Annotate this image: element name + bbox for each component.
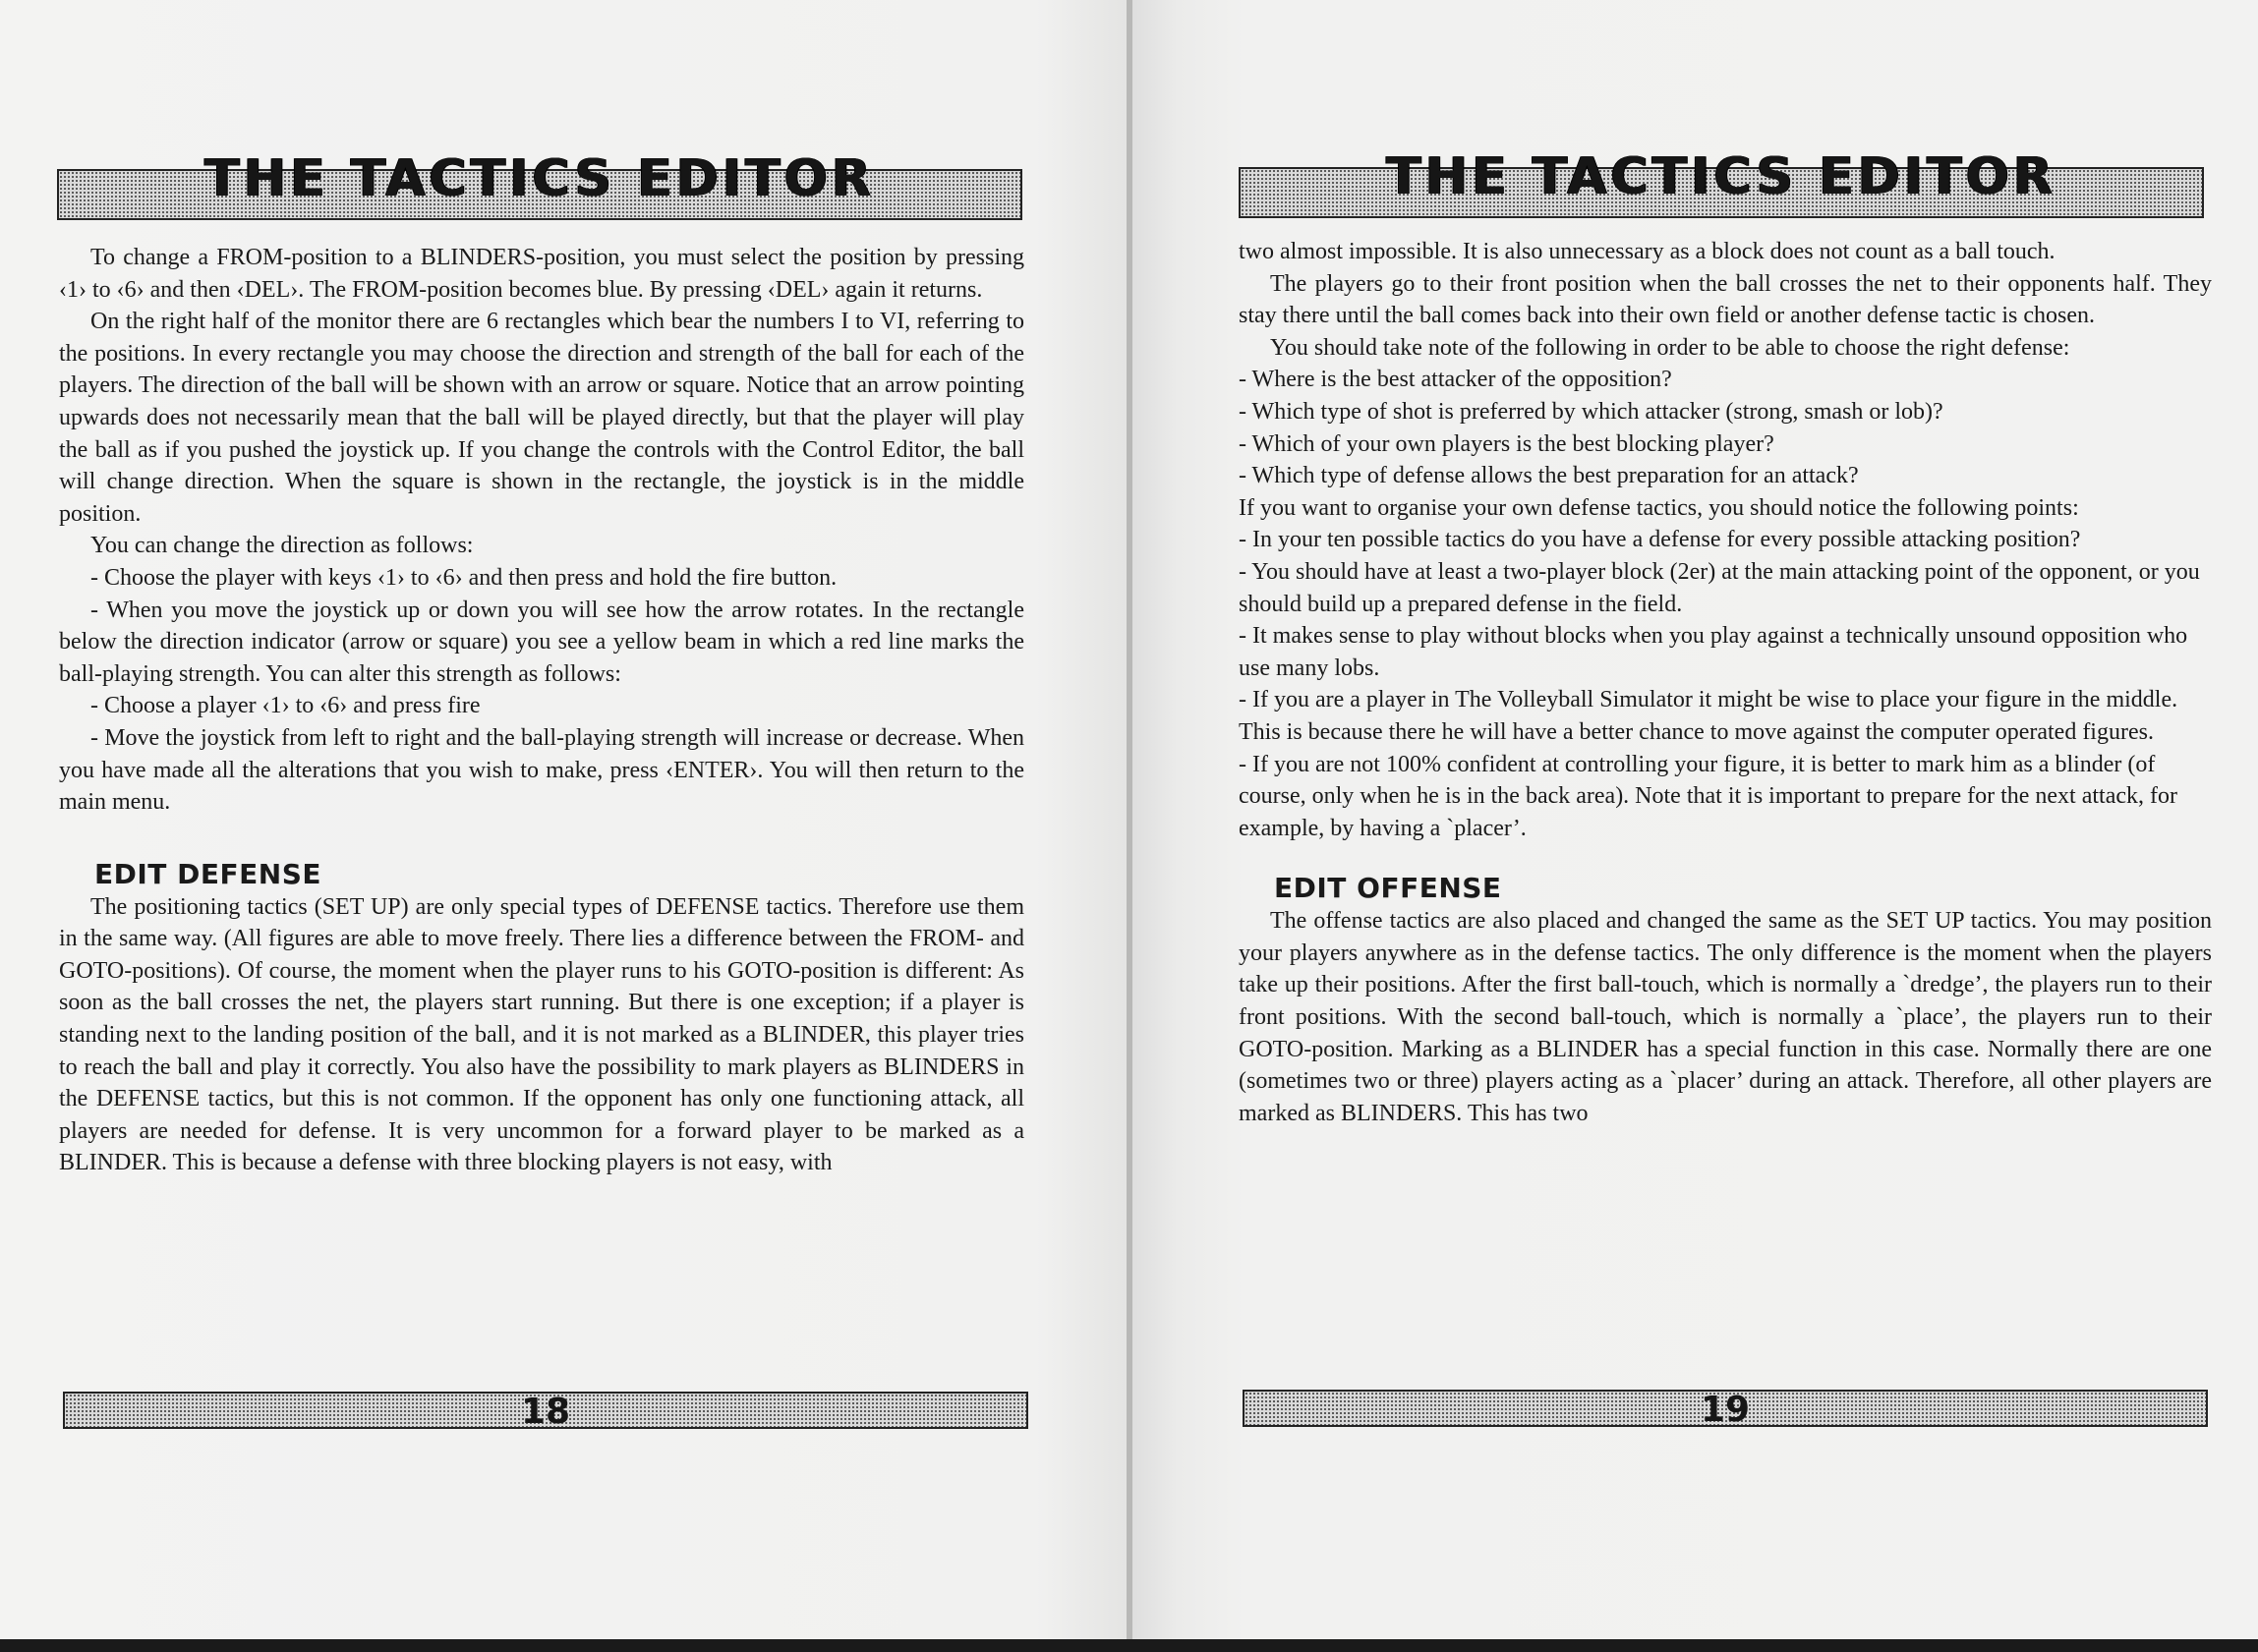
question-item: - Where is the best attacker of the opposition?: [1239, 367, 1672, 393]
paragraph: You can change the direction as follows:: [90, 533, 474, 559]
question-item: - Which of your own players is the best blocking player?: [1239, 430, 1774, 457]
paragraph: The positioning tactics (SET UP) are only special types of DEFENSE tactics. Therefore use them in the same way. (All figures are able to move freely. There lies a difference between the FROM- and GOTO-positions). Of course, the moment when the player runs to his GOTO-position is different: As soon as the ball crosses the net, the players start running. But there is one exception; if a player is standing next to the landing position of the ball, and it is not marked as a BLINDER, this player tries to reach the ball and play it correctly. You also have the possibility to mark players as BLINDERS in the DEFENSE tactics, but this is not common. If the opponent has only one functioning attack, all players are needed for defense. It is very uncommon for a forward player to be marked as a BLINDER. This is because a defense with three blocking players is not easy, with: [59, 893, 1024, 1176]
section-heading-edit-defense: EDIT DEFENSE: [94, 857, 321, 890]
paragraph: If you want to organise your own defense tactics, you should notice the following points:: [1239, 494, 2079, 521]
paragraph: You should take note of the following in order to be able to choose the right defense:: [1270, 334, 2070, 361]
header-banner-left: [57, 149, 1022, 220]
header-title-right: THE TACTICS EDITOR: [1386, 147, 2056, 206]
instruction-line: - Choose a player ‹1› to ‹6› and press fire: [90, 693, 481, 719]
right-page: [1132, 0, 2258, 1639]
paragraph: two almost impossible. It is also unnecessary as a block does not count as a ball touch.: [1239, 239, 2055, 264]
page-number-right: 19: [1700, 1390, 1751, 1430]
instruction-line: - Choose the player with keys ‹1› to ‹6› and then press and hold the fire button.: [90, 564, 838, 591]
header-banner-right: [1239, 147, 2204, 218]
point-item: - You should have at least a two-player block (2er) at the main attacking point of the opponent, or you should build up a prepared defense in the field.: [1239, 558, 2200, 617]
point-item: - In your ten possible tactics do you have a defense for every possible attacking position?: [1239, 527, 2081, 553]
instruction-line: - Move the joystick from left to right and the ball-playing strength will increase or decrease. When you have made all the alterations that you wish to make, press ‹ENTER›. You will then return to the main menu.: [59, 724, 1024, 816]
left-page: [0, 0, 1127, 1639]
right-body: [1239, 236, 2212, 1129]
left-body: [59, 242, 1024, 1179]
point-item: - If you are not 100% confident at controlling your figure, it is better to mark him as a blinder (of course, only when he is in the back area). Note that it is important to prepare for the next attack, for example, by having a `placer’.: [1239, 751, 2177, 841]
paragraph: On the right half of the monitor there are 6 rectangles which bear the numbers I to VI, referring to the positions. In every rectangle you may choose the direction and strength of the ball for each of the players. The direction of the ball will be shown with an arrow or square. Notice that an arrow pointing upwards does not necessarily mean that the ball will be played directly, but that the player will play the ball as if you pushed the joystick up. If you change the controls with the Control Editor, the ball will change direction. When the square is shown in the rectangle, the joystick is in the middle position.: [59, 309, 1024, 527]
footer-bar-left: [63, 1392, 1028, 1432]
section-heading-edit-offense: EDIT OFFENSE: [1274, 872, 1502, 905]
footer-bar-right: [1243, 1390, 2208, 1430]
paragraph: To change a FROM-position to a BLINDERS-position, you must select the position by pressing ‹1› to ‹6› and then ‹DEL›. The FROM-position becomes blue. By pressing ‹DEL› again it returns.: [59, 245, 1024, 303]
question-item: - Which type of defense allows the best preparation for an attack?: [1239, 463, 1859, 489]
question-item: - Which type of shot is preferred by which attacker (strong, smash or lob)?: [1239, 398, 1943, 425]
paragraph: The offense tactics are also placed and changed the same as the SET UP tactics. You may position your players anywhere as in the defense tactics. The only difference is the moment when the players take up their positions. After the first ball-touch, which is normally a `dredge’, the players run to their front positions. With the second ball-touch, which is normally a `place’, the players run to their GOTO-position. Marking as a BLINDER has a special function in this case. Normally there are one (sometimes two or three) players acting as a `placer’ during an attack. Therefore, all other players are marked as BLINDERS. This has two: [1239, 908, 2212, 1126]
point-item: - It makes sense to play without blocks when you play against a technically unsound opposition who use many lobs.: [1239, 623, 2188, 681]
instruction-line: - When you move the joystick up or down you will see how the arrow rotates. In the rectangle below the direction indicator (arrow or square) you see a yellow beam in which a red line marks the ball-playing strength. You can alter this strength as follows:: [59, 597, 1024, 687]
point-item: - If you are a player in The Volleyball Simulator it might be wise to place your figure in the middle. This is because there he will have a better chance to move against the computer operated figures.: [1239, 687, 2178, 745]
paragraph: The players go to their front position when the ball crosses the net to their opponents half. They stay there until the ball comes back into their own field or another defense tactic is chosen.: [1239, 270, 2212, 329]
header-title-left: THE TACTICS EDITOR: [204, 149, 875, 208]
page-number-left: 18: [520, 1392, 571, 1432]
